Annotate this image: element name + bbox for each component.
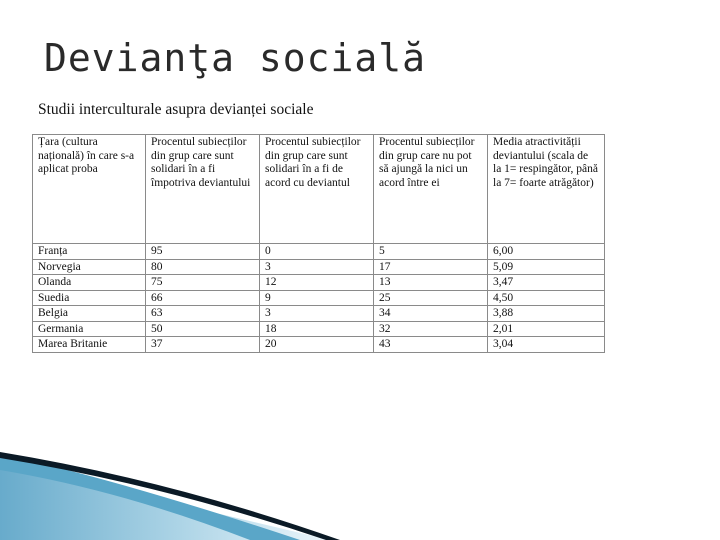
cell-attractiveness: 2,01 (488, 321, 605, 337)
table-row (33, 290, 605, 306)
cell-country: Olanda (33, 275, 146, 291)
table-caption: Studii interculturale asupra devianței sociale (38, 101, 314, 118)
table-row (33, 321, 605, 337)
cell-agree: 12 (260, 275, 374, 291)
cell-country: Suedia (33, 290, 146, 306)
cell-attractiveness: 6,00 (488, 244, 605, 260)
header-agree-deviant: Procentul subiecților din grup care sunt solidari în a fi de acord cu deviantul (260, 135, 374, 244)
deviance-table (32, 134, 605, 353)
cell-attractiveness: 3,47 (488, 275, 605, 291)
header-attractiveness: Media atractivității deviantului (scala de la 1= respingător, până la 7= foarte atrăgător) (488, 135, 605, 244)
cell-agree: 3 (260, 306, 374, 322)
slide-title: Devianţa socială (44, 36, 427, 80)
table-row (33, 306, 605, 322)
cell-no-agreement: 32 (374, 321, 488, 337)
cell-country: Marea Britanie (33, 337, 146, 353)
header-no-agreement: Procentul subiecților din grup care nu pot să ajungă la nici un acord între ei (374, 135, 488, 244)
table-row (33, 275, 605, 291)
cell-no-agreement: 13 (374, 275, 488, 291)
cell-country: Germania (33, 321, 146, 337)
cell-agree: 9 (260, 290, 374, 306)
cell-no-agreement: 34 (374, 306, 488, 322)
slide-corner-decoration (0, 440, 720, 540)
cell-attractiveness: 4,50 (488, 290, 605, 306)
cell-no-agreement: 43 (374, 337, 488, 353)
cell-against: 50 (146, 321, 260, 337)
cell-against: 63 (146, 306, 260, 322)
cell-against: 80 (146, 259, 260, 275)
cell-country: Norvegia (33, 259, 146, 275)
header-against-deviant: Procentul subiecților din grup care sunt solidari în a fi împotriva deviantului (146, 135, 260, 244)
cell-no-agreement: 25 (374, 290, 488, 306)
cell-against: 66 (146, 290, 260, 306)
cell-attractiveness: 5,09 (488, 259, 605, 275)
cell-agree: 20 (260, 337, 374, 353)
header-country: Țara (cultura națională) în care s-a aplicat proba (33, 135, 146, 244)
table-row (33, 244, 605, 260)
cell-no-agreement: 17 (374, 259, 488, 275)
cell-agree: 18 (260, 321, 374, 337)
table-row (33, 259, 605, 275)
cell-against: 75 (146, 275, 260, 291)
cell-attractiveness: 3,04 (488, 337, 605, 353)
cell-no-agreement: 5 (374, 244, 488, 260)
table-row (33, 337, 605, 353)
cell-against: 95 (146, 244, 260, 260)
cell-country: Belgia (33, 306, 146, 322)
cell-agree: 0 (260, 244, 374, 260)
cell-against: 37 (146, 337, 260, 353)
cell-agree: 3 (260, 259, 374, 275)
table-header-row (33, 135, 605, 244)
cell-country: Franța (33, 244, 146, 260)
cell-attractiveness: 3,88 (488, 306, 605, 322)
